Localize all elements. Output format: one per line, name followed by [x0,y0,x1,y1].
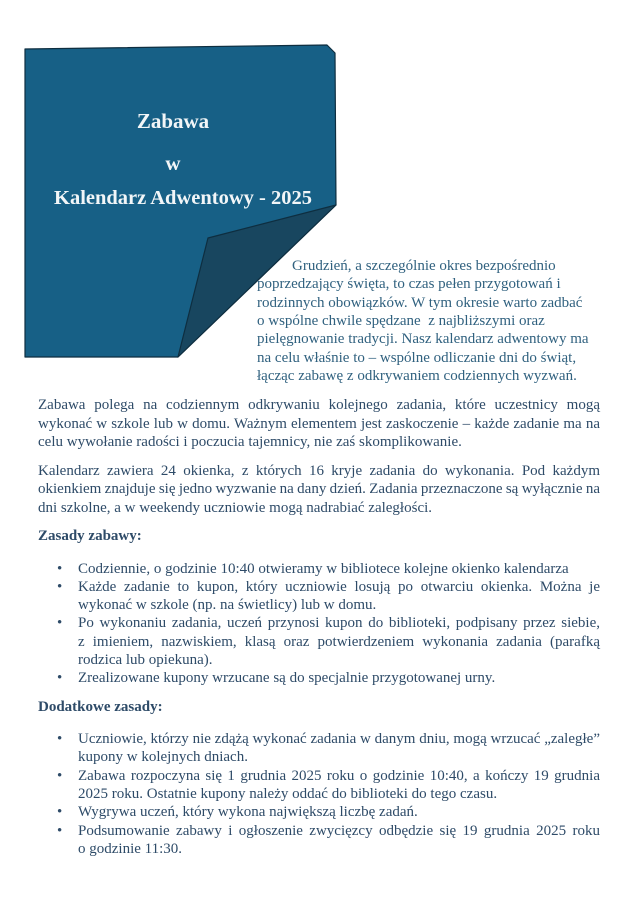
text-line: Podsumowanie zabawy i ogłoszenie zwycięzcy odbędzie się 19 grudnia 2025 roku [78,822,600,839]
text-line: celu wywołanie radości i poczucia tajemnicy, nie zaś skomplikowanie. [38,434,462,450]
intro-line: rodzinnych obowiązków. W tym okresie warto zadbać [257,294,583,311]
bullet-icon: • [57,670,63,687]
intro-line: poprzedzający święta, to czas pełen przygotowań i [257,276,561,293]
list-item [38,578,600,615]
section-heading-rules: Zasady zabawy: [38,528,142,544]
text-line: Uczniowie, którzy nie zdążą wykonać zadania w danym dniu, mogą wrzucać „zaległe” [78,731,600,748]
rules-list [38,560,600,688]
intro-line: Grudzień, a szczególnie okres bezpośrednio [292,258,556,274]
text-line: Codziennie, o godzinie 10:40 otwieramy w bibliotece kolejne okienko kalendarza [78,560,569,577]
text-line: Zrealizowane kupony wrzucane są do specjalnie przygotowanej urny. [78,670,496,687]
bullet-icon: • [57,615,63,632]
text-line: Zabawa rozpoczyna się 1 grudnia 2025 roku o godzinie 10:40, a kończy 19 grudnia [78,767,600,784]
text-line: dni szkolne, a w weekendy uczniowie mogą nadrabiać zaległości. [38,499,433,516]
text-line: o godzinie 11:30. [78,840,183,857]
intro-line: na celu właśnie to – wspólne odliczanie dni do świąt, [257,349,577,366]
intro-line: o wspólne chwile spędzane z najbliższymi oraz [257,313,545,330]
intro-line: łącząc zabawę z odkrywaniem codziennych wyzwań. [257,368,577,385]
list-item [38,822,600,859]
bullet-icon: • [57,804,63,821]
list-item [38,560,600,578]
intro-paragraph [257,257,613,385]
paragraph-calendar-description [38,462,600,518]
text-line: z imieniem, nazwiskiem, klasą oraz potwierdzeniem wykonania zadania (parafką [78,633,600,650]
list-item [38,669,600,687]
bullet-icon: • [57,731,63,748]
paragraph-game-description [38,396,600,452]
text-line: Każde zadanie to kupon, który uczniowie losują po otwarciu okienka. Można je [78,578,600,595]
text-line: wykonać w szkole (np. na świetlicy) lub w domu. [78,597,377,614]
text-line: Wygrywa uczeń, który wykona największą liczbę zadań. [78,804,418,821]
text-line: Po wykonaniu zadania, uczeń przynosi kupon do biblioteki, podpisany przez siebie, [78,615,600,632]
bullet-icon: • [57,767,63,784]
list-item [38,730,600,767]
text-line: okienkiem znajduje się jedno wyzwanie na dany dzień. Zadania przeznaczone są wyłącznie na [38,481,600,497]
additional-rules-list [38,730,600,858]
list-item [38,767,600,804]
list-item [38,614,600,669]
banner-title-line-2: w [165,151,181,175]
intro-line: pielęgnowanie tradycji. Nasz kalendarz adwentowy ma [257,331,589,348]
text-line: kupony w kolejnych dniach. [78,749,248,766]
bullet-icon: • [57,578,63,595]
banner-title-line-1: Zabawa [136,109,210,133]
document-body [38,396,600,858]
text-line: Kalendarz zawiera 24 okienka, z których 16 kryje zadania do wykonania. Pod każdym [38,462,600,479]
text-line: 2025 roku. Ostatnie kupony należy oddać do biblioteki do tego czasu. [78,785,498,802]
text-line: Zabawa polega na codziennym odkrywaniu kolejnego zadania, które uczestnicy mogą [38,397,600,413]
text-line: wykonać w szkole lub w domu. Ważnym elementem jest zaskoczenie – każde zadanie ma na [38,415,600,432]
list-item [38,803,600,821]
bullet-icon: • [57,822,63,839]
section-heading-additional-rules: Dodatkowe zasady: [38,698,163,715]
bullet-icon: • [57,560,63,577]
banner-title-line-3: Kalendarz Adwentowy - 2025 [54,187,312,209]
text-line: rodzica lub opiekuna). [78,651,213,668]
